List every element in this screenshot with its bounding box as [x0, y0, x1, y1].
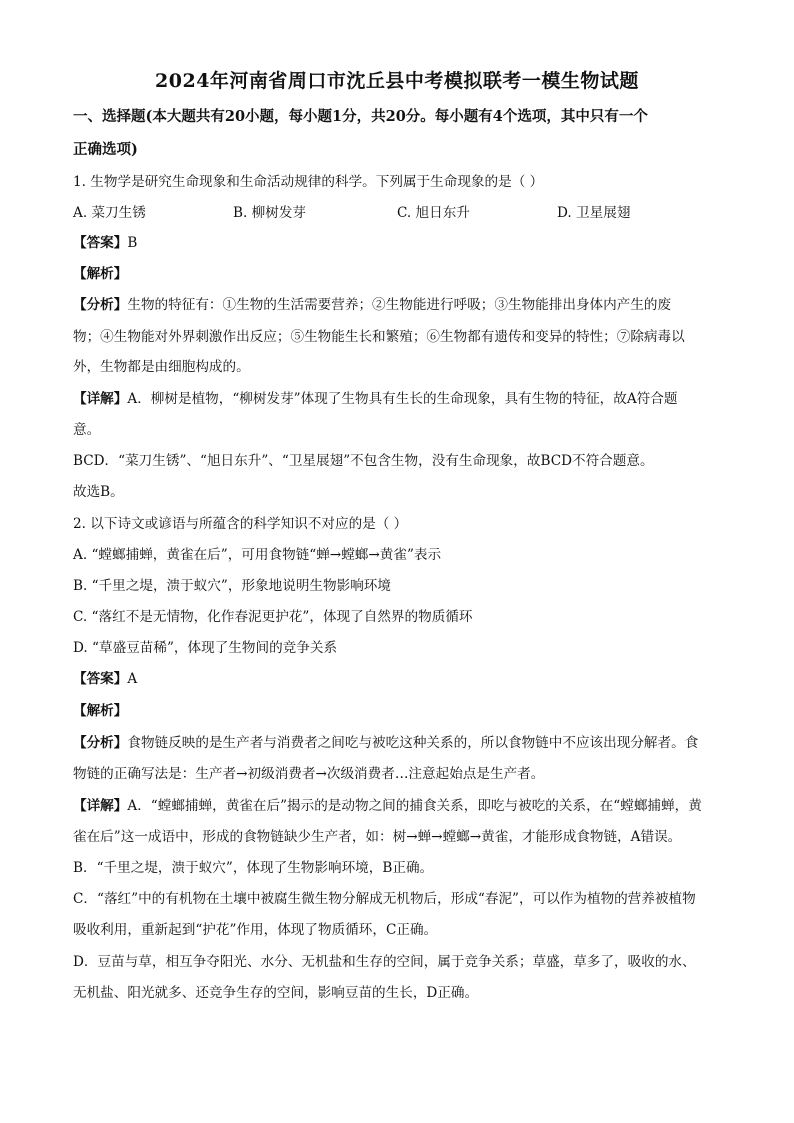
section-heading: 一、选择题(本大题共有20小题，每小题1分，共20分。每小题有4个选项，其中只有一个	[73, 108, 648, 125]
q2-fenxi-cont: 物链的正确写法是：生产者→初级消费者→次级消费者…注意起始点是生产者。	[73, 766, 545, 782]
answer-1	[73, 233, 723, 253]
option-c: C. “落红不是无情物，化作春泥更护花”，体现了自然界的物质循环	[73, 609, 473, 625]
q2-xiangjie-c-cont: 吸收利用，重新起到“护花”作用，体现了物质循环，C正确。	[73, 922, 438, 938]
option-d: D. 卫星展翅	[557, 205, 631, 221]
analysis-tag: 【解析】	[73, 703, 128, 719]
answer-2	[73, 669, 723, 689]
option-a: A. “螳螂捕蝉，黄雀在后”，可用食物链“蝉→螳螂→黄雀”表示	[73, 547, 442, 563]
answer-tag: 【答案】	[73, 235, 128, 251]
xiangjie-text: A．“螳螂捕蝉，黄雀在后”揭示的是动物之间的捕食关系，即吃与被吃的关系，在“螳螂捕蝉，黄	[127, 798, 702, 814]
q1-fenxi-cont: 外，生物都是由细胞构成的。	[73, 359, 250, 375]
analysis-tag: 【解析】	[73, 266, 128, 282]
q2-xiangjie-d-cont: 无机盐、阳光就多、还竞争生存的空间，影响豆苗的生长，D正确。	[73, 985, 479, 1001]
question-1-options	[73, 203, 723, 223]
fenxi-text: 食物链反映的是生产者与消费者之间吃与被吃这种关系的，所以食物链中不应该出现分解者。食	[127, 735, 699, 751]
q2-fenxi	[73, 733, 723, 753]
section-heading-cont: 正确选项)	[73, 141, 138, 158]
fenxi-tag: 【分析】	[73, 297, 128, 313]
option-d: D. “草盛豆苗稀”，体现了生物间的竞争关系	[73, 640, 338, 656]
xiangjie-tag: 【详解】	[73, 391, 128, 407]
option-b: B. “千里之堤，溃于蚁穴”，形象地说明生物影响环境	[73, 578, 391, 594]
q1-xiangjie	[73, 389, 723, 409]
question-2-stem: 2. 以下诗文或谚语与所蕴含的科学知识不对应的是（ ）	[73, 516, 408, 532]
xiangjie-text: A．柳树是植物，“柳树发芽”体现了生物具有生长的生命现象，具有生物的特征，故A符合题	[127, 391, 678, 407]
option-a: A. 菜刀生锈	[73, 205, 146, 221]
q2-xiangjie-d: D．豆苗与草，相互争夺阳光、水分、无机盐和生存的空间，属于竞争关系；草盛，草多了，吸收的水、	[73, 954, 696, 970]
q1-conclusion: 故选B。	[73, 484, 124, 500]
option-c: C. 旭日东升	[397, 205, 470, 221]
q1-fenxi	[73, 295, 723, 315]
answer-value: B	[127, 235, 138, 251]
q2-xiangjie-cont: 雀在后”这一成语中，形成的食物链缺少生产者，如：树→蝉→螳螂→黄雀，才能形成食物链，A错误。	[73, 829, 682, 845]
q2-xiangjie	[73, 796, 723, 816]
q2-xiangjie-c: C．“落红”中的有机物在土壤中被腐生微生物分解成无机物后，形成“春泥”，可以作为植物的营养被植物	[73, 891, 696, 907]
fenxi-tag: 【分析】	[73, 735, 128, 751]
question-1-stem: 1. 生物学是研究生命现象和生命活动规律的科学。下列属于生命现象的是（ ）	[73, 174, 544, 190]
fenxi-text: 生物的特征有：①生物的生活需要营养；②生物能进行呼吸；③生物能排出身体内产生的废	[127, 297, 672, 313]
xiangjie-tag: 【详解】	[73, 798, 128, 814]
page-title: 2024年河南省周口市沈丘县中考模拟联考一模生物试题	[155, 70, 639, 92]
answer-tag: 【答案】	[73, 671, 128, 687]
q2-xiangjie-b: B．“千里之堤，溃于蚁穴”，体现了生物影响环境，B正确。	[73, 860, 434, 876]
q1-xiangjie-cont: 意。	[73, 422, 101, 438]
answer-value: A	[127, 671, 138, 687]
q1-xiangjie-cont: BCD．“菜刀生锈”、“旭日东升”、“卫星展翅”不包含生物，没有生命现象，故BCD不符合题意。	[73, 453, 654, 469]
option-b: B. 柳树发芽	[233, 205, 307, 221]
q1-fenxi-cont: 物；④生物能对外界刺激作出反应；⑤生物能生长和繁殖；⑥生物都有遗传和变异的特性；⑦除病毒以	[73, 329, 685, 345]
